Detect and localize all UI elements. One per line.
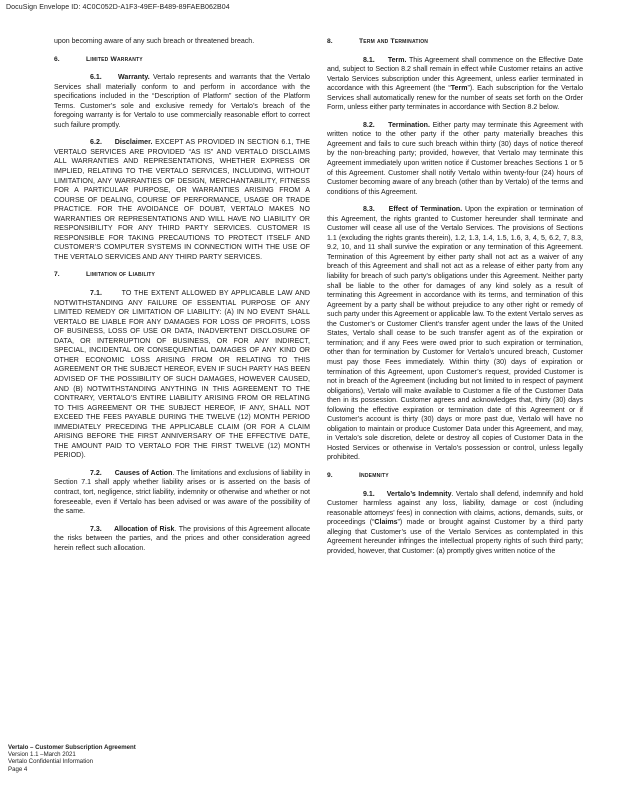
left-column (54, 37, 310, 561)
footer-version: Version 1.1 –March 2021 (8, 751, 76, 759)
section-7-heading (54, 270, 310, 280)
footer-confidential: Vertalo Confidential Information (8, 758, 94, 766)
intro-paragraph: upon becoming aware of any such breach or threatened breach. (54, 38, 255, 45)
section-title: Limitation of Liability (86, 271, 156, 279)
clause-6-1: 6.1. Warranty. Vertalo represents and warrants that the Vertalo Services shall materially conform to and perform in accordance with the specifications included in the “Description of Platform” section of the Platform Terms. Customer’s sole and exclusive remedy for Vertalo’s breach of the foregoing warranty is for Vertalo to use commercially reasonable effort to correct such failure promptly. (54, 74, 310, 129)
section-number: 7. (54, 271, 60, 279)
section-title: Limited Warranty (86, 55, 143, 63)
clause-7-2: 7.2. Causes of Action. The limitations and exclusions of liability in Section 7.1 shall apply whether liability arises or is asserted on the basis of contract, tort, negligence, strict liability, indemnity or otherwise and whether or not foreseeable, even if Vertalo has been advised or was aware of the possibility of the same. (54, 469, 311, 516)
page-number: Page 4 (8, 765, 28, 773)
clause-7-3: 7.3. Allocation of Risk. The provisions of this Agreement allocate the risks between the parties, and the prices and other consideration agreed herein reflect such allocation. (54, 525, 311, 552)
section-6-heading (54, 55, 310, 65)
clause-7-1: 7.1. TO THE EXTENT ALLOWED BY APPLICABLE LAW AND NOTWITHSTANDING ANY FAILURE OF ESSENTIAL PURPOSE OF ANY LIMITED REMEDY OR LIMITATION OF LIABILITY: (A) IN NO EVENT SHALL VERTALO BE LIABLE FOR ANY DAMAGES FOR LOSS OF PROFITS, LOSS OF BUSINESS, LOSS OF USE OR DATA, INADVERTENT DISCLOSURE OF DATA, OR INTERRUPTION OF BUSINESS, OR FOR ANY INDIRECT, SPECIAL, INCIDENTAL OR CONSEQUENTIAL DAMAGES OF ANY KIND OR OTHER ECONOMIC LOSS ARISING FROM OR RELATING TO THIS AGREEMENT OR THE SUBJECT HEREOF, EVEN IF SUCH PARTY HAS BEEN ADVISED OF THE POSSIBILITY OF SUCH DAMAGES, HOWEVER CAUSED, AND (B) NOTWITHSTANDING ANYTHING IN THIS AGREEMENT TO THE CONTRARY, VERTALO’S ENTIRE LIABILITY ARISING FROM OR RELATING TO THIS AGREEMENT OR THE SUBJECT HEREOF, IF ANY, SHALL NOT EXCEED THE FEES PAYABLE DURING THE TWELVE (12) MONTH PERIOD IMMEDIATELY PRECEDING THE APPLICABLE CLAIM (OR FOR A CLAIM ARISING BEFORE THE FIRST ANNIVERSARY OF THE EFFECTIVE DATE, THE AMOUNT PAID TO VERTALO FOR THE FIRST TWELVE (12) MONTH PERIOD). (54, 290, 310, 460)
clause-8-1: 8.1. Term. This Agreement shall commence on the Effective Date and, subject to Section 8.2 shall remain in effect while Customer retains an active Vertalo Services subscription under this Agreement, unless earlier terminated in accordance with this Agreement (the “Term”). Each subscription for the Vertalo Services shall automatically renew for the number of seats set forth on the Order Form, unless either party terminates in accordance with Section 8.2 below. (327, 56, 583, 112)
section-title: Indemnity (359, 471, 389, 479)
right-column (327, 37, 583, 564)
section-9-heading (327, 471, 583, 481)
section-number: 6. (54, 55, 60, 63)
section-number: 8. (327, 38, 333, 45)
clause-8-2: 8.2. Termination. Either party may terminate this Agreement with written notice to the other party if the other party materially breaches this Agreement and fails to cure such breach within thirty (30) days of notice thereof by the non-breaching party; provided, however, that Vertalo may terminate this Agreement immediately upon written notice if Customer breaches Sections 1 or 5 of this Agreement. Customer shall notify Vertalo within twenty-four (24) hours of Customer becoming aware of any breach (other than by Vertalo) of the terms and conditions of this Agreement. (327, 121, 584, 196)
section-title: Term and Termination (359, 38, 429, 45)
section-number: 9. (327, 471, 333, 479)
defined-term: Term (450, 85, 468, 93)
defined-term: Claims (374, 519, 398, 527)
docusign-envelope-id: DocuSign Envelope ID: 4C0C052D-A1F3-49EF-B489-89FAEB062B04 (6, 4, 230, 11)
clause-9-1: 9.1. Vertalo’s Indemnity. Vertalo shall defend, indemnify and hold Customer harmless against any loss, liability, damage or cost (including reasonable attorneys’ fees) in connection with claims, actions, demands, suits, or proceedings (“Claims”) made or brought against Customer by a third party alleging that Customer’s use of the Vertalo Services as contemplated in this Agreement hereunder infringes the intellectual property rights of such third party; provided, however, that Customer: (a) promptly gives written notice of the (327, 490, 584, 555)
clause-6-2: 6.2. Disclaimer. EXCEPT AS PROVIDED IN SECTION 6.1, THE VERTALO SERVICES ARE PROVIDED “AS IS” AND VERTALO DISCLAIMS ALL WARRANTIES AND REPRESENTATIONS, WHETHER EXPRESS OR IMPLIED, RELATING TO THE VERTALO SERVICES, INCLUDING, WITHOUT LIMITATION, ANY WARRANTIES OF DESIGN, MERCHANTABILITY, FITNESS FOR A PARTICULAR PURPOSE, OR WARRANTIES ARISING FROM A COURSE OF DEALING, COURSE OF PERFORMANCE, USAGE OR TRADE PRACTICE. FOR THE AVOIDANCE OF DOUBT, VERTALO MAKES NO WARRANTIES OR REPRESENTATIONS AND WILL HAVE NO LIABILITY OR RESPONSIBILITY FOR ANY THIRD PARTY SERVICES. CUSTOMER IS RESPONSIBLE FOR TAKING PRECAUTIONS TO PROTECT ITSELF AND CUSTOMER’S COMPUTER SYSTEMS IN CONNECTION WITH THE USE OF THE VERTALO SERVICES AND ANY THIRD PARTY SERVICES. (54, 139, 310, 261)
section-8-heading (327, 37, 583, 47)
clause-8-3: 8.3. Effect of Termination. Upon the expiration or termination of this Agreement, the rights granted to Customer hereunder shall terminate and Customer will cease all use of the Vertalo Services. The provisions of Sections 1.1 (excluding the rights grants therein), 1.2, 1.3, 1.4, 1.5, 1.6, 3, 4, 5, 6.2, 7, 8.3, 9.2, 10, and 11 shall survive the expiration or any termination of this Agreement. Termination of this Agreement by either party shall not act as a waiver of any breach of this Agreement and shall not act as a release of either party from any liability for breach of such party’s obligations under this Agreement. Neither party shall be liable to the other for damages of any kind solely as a result of terminating this Agreement in accordance with its terms, and termination of this Agreement by a party shall be without prejudice to any other right or remedy of such party under this Agreement or applicable law. To the extent Vertalo serves as the Customer’s or Customer Client’s transfer agent under the laws of the United States, Vertalo shall cease to be such transfer agent as of the expiration or termination; and if any Fees were owed prior to such expiration or termination, other than for termination by Customer for Vertalo’s uncured breach, Customer must pay those Fees immediately. Within thirty (30) days of expiration or termination of this Agreement, upon Customer’s request, provided Customer is not in breach of the Agreement (including but not limited to in respect of payment obligations), Vertalo will make available to Customer a file of the Customer Data then in its possession. Customer agrees and acknowledges that, thirty (30) days following the effective expiration or termination date of this Agreement or if Customer’s account is thirty (30) days or more past due, Vertalo will have no obligation to maintain or produce Customer Data under this Agreement, and may, in Vertalo’s sole discretion, delete or destroy all copies of Customer Data in the Hosted Services or otherwise in Vertalo’s possession or control, unless legally prohibited. (327, 206, 583, 462)
footer-title: Vertalo – Customer Subscription Agreement (8, 744, 136, 751)
page-footer (8, 744, 136, 773)
